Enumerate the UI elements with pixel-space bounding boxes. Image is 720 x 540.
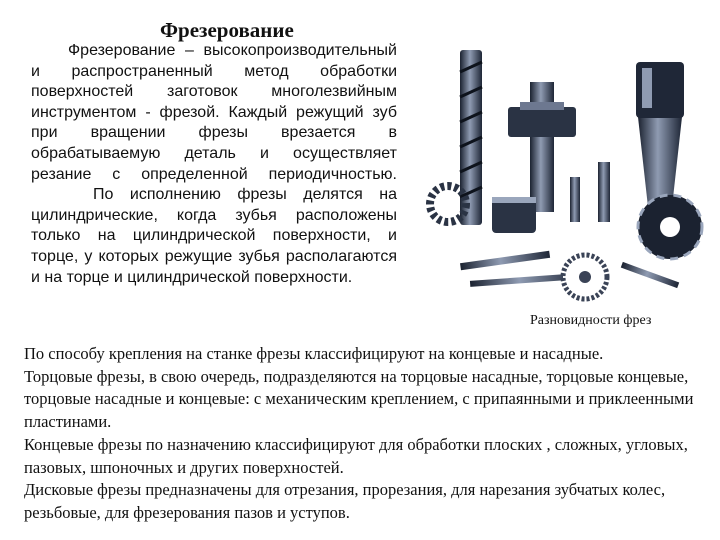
cutter-types-paragraph: По исполнению фрезы делятся на цилиндрические, когда зубья расположены только на цилиндрической поверхности, и торце, у которых режущие зубья располагаются и на торце и цилиндрической поверхности. [31,186,397,286]
milling-cutters-image [420,22,720,314]
disk-mills-paragraph: Дисковые фрезы предназначены для отрезания, прорезания, для нарезания зубчатых колес, резьбовые, для фрезерования пазов и уступов. [24,480,666,522]
classification-text-block [24,343,712,525]
saw-disk-icon [563,255,607,299]
t-slot-cutter-icon [508,82,576,212]
end-mills-paragraph: Концевые фрезы по назначению классифицируют для обработки плоских , сложных, угловых, пазовых, шпоночных и других поверхностей. [24,434,688,477]
face-mills-paragraph: Торцовые фрезы, в свою очередь, подразделяются на торцовые насадные, торцовые концевые, торцовые насадные и концевые: с механическим креплением, с припаянными и приклеенными пластинами. [24,366,694,432]
intro-paragraph: Фрезерование – высокопроизводительный и распространенный метод обработки поверхностей заготовок многолезвийным инструментом - фрезой. Каждый режущий зуб при вращении фрезы врезается в обрабатываемую деталь и осуществляет резание с определенной периодичностью. [31,42,397,183]
face-cutter-icon [492,197,536,233]
small-end-mill-icon [570,162,610,222]
insert-face-mill-icon [638,195,702,259]
shell-mill-holder-icon [636,62,684,207]
image-caption: Разновидности фрез [530,313,652,328]
slide-title: Фрезерование [160,18,294,42]
mounting-classification-paragraph: По способу крепления на станке фрезы классифицируют на концевые и насадные. [24,344,604,363]
intro-text-block [31,41,397,288]
